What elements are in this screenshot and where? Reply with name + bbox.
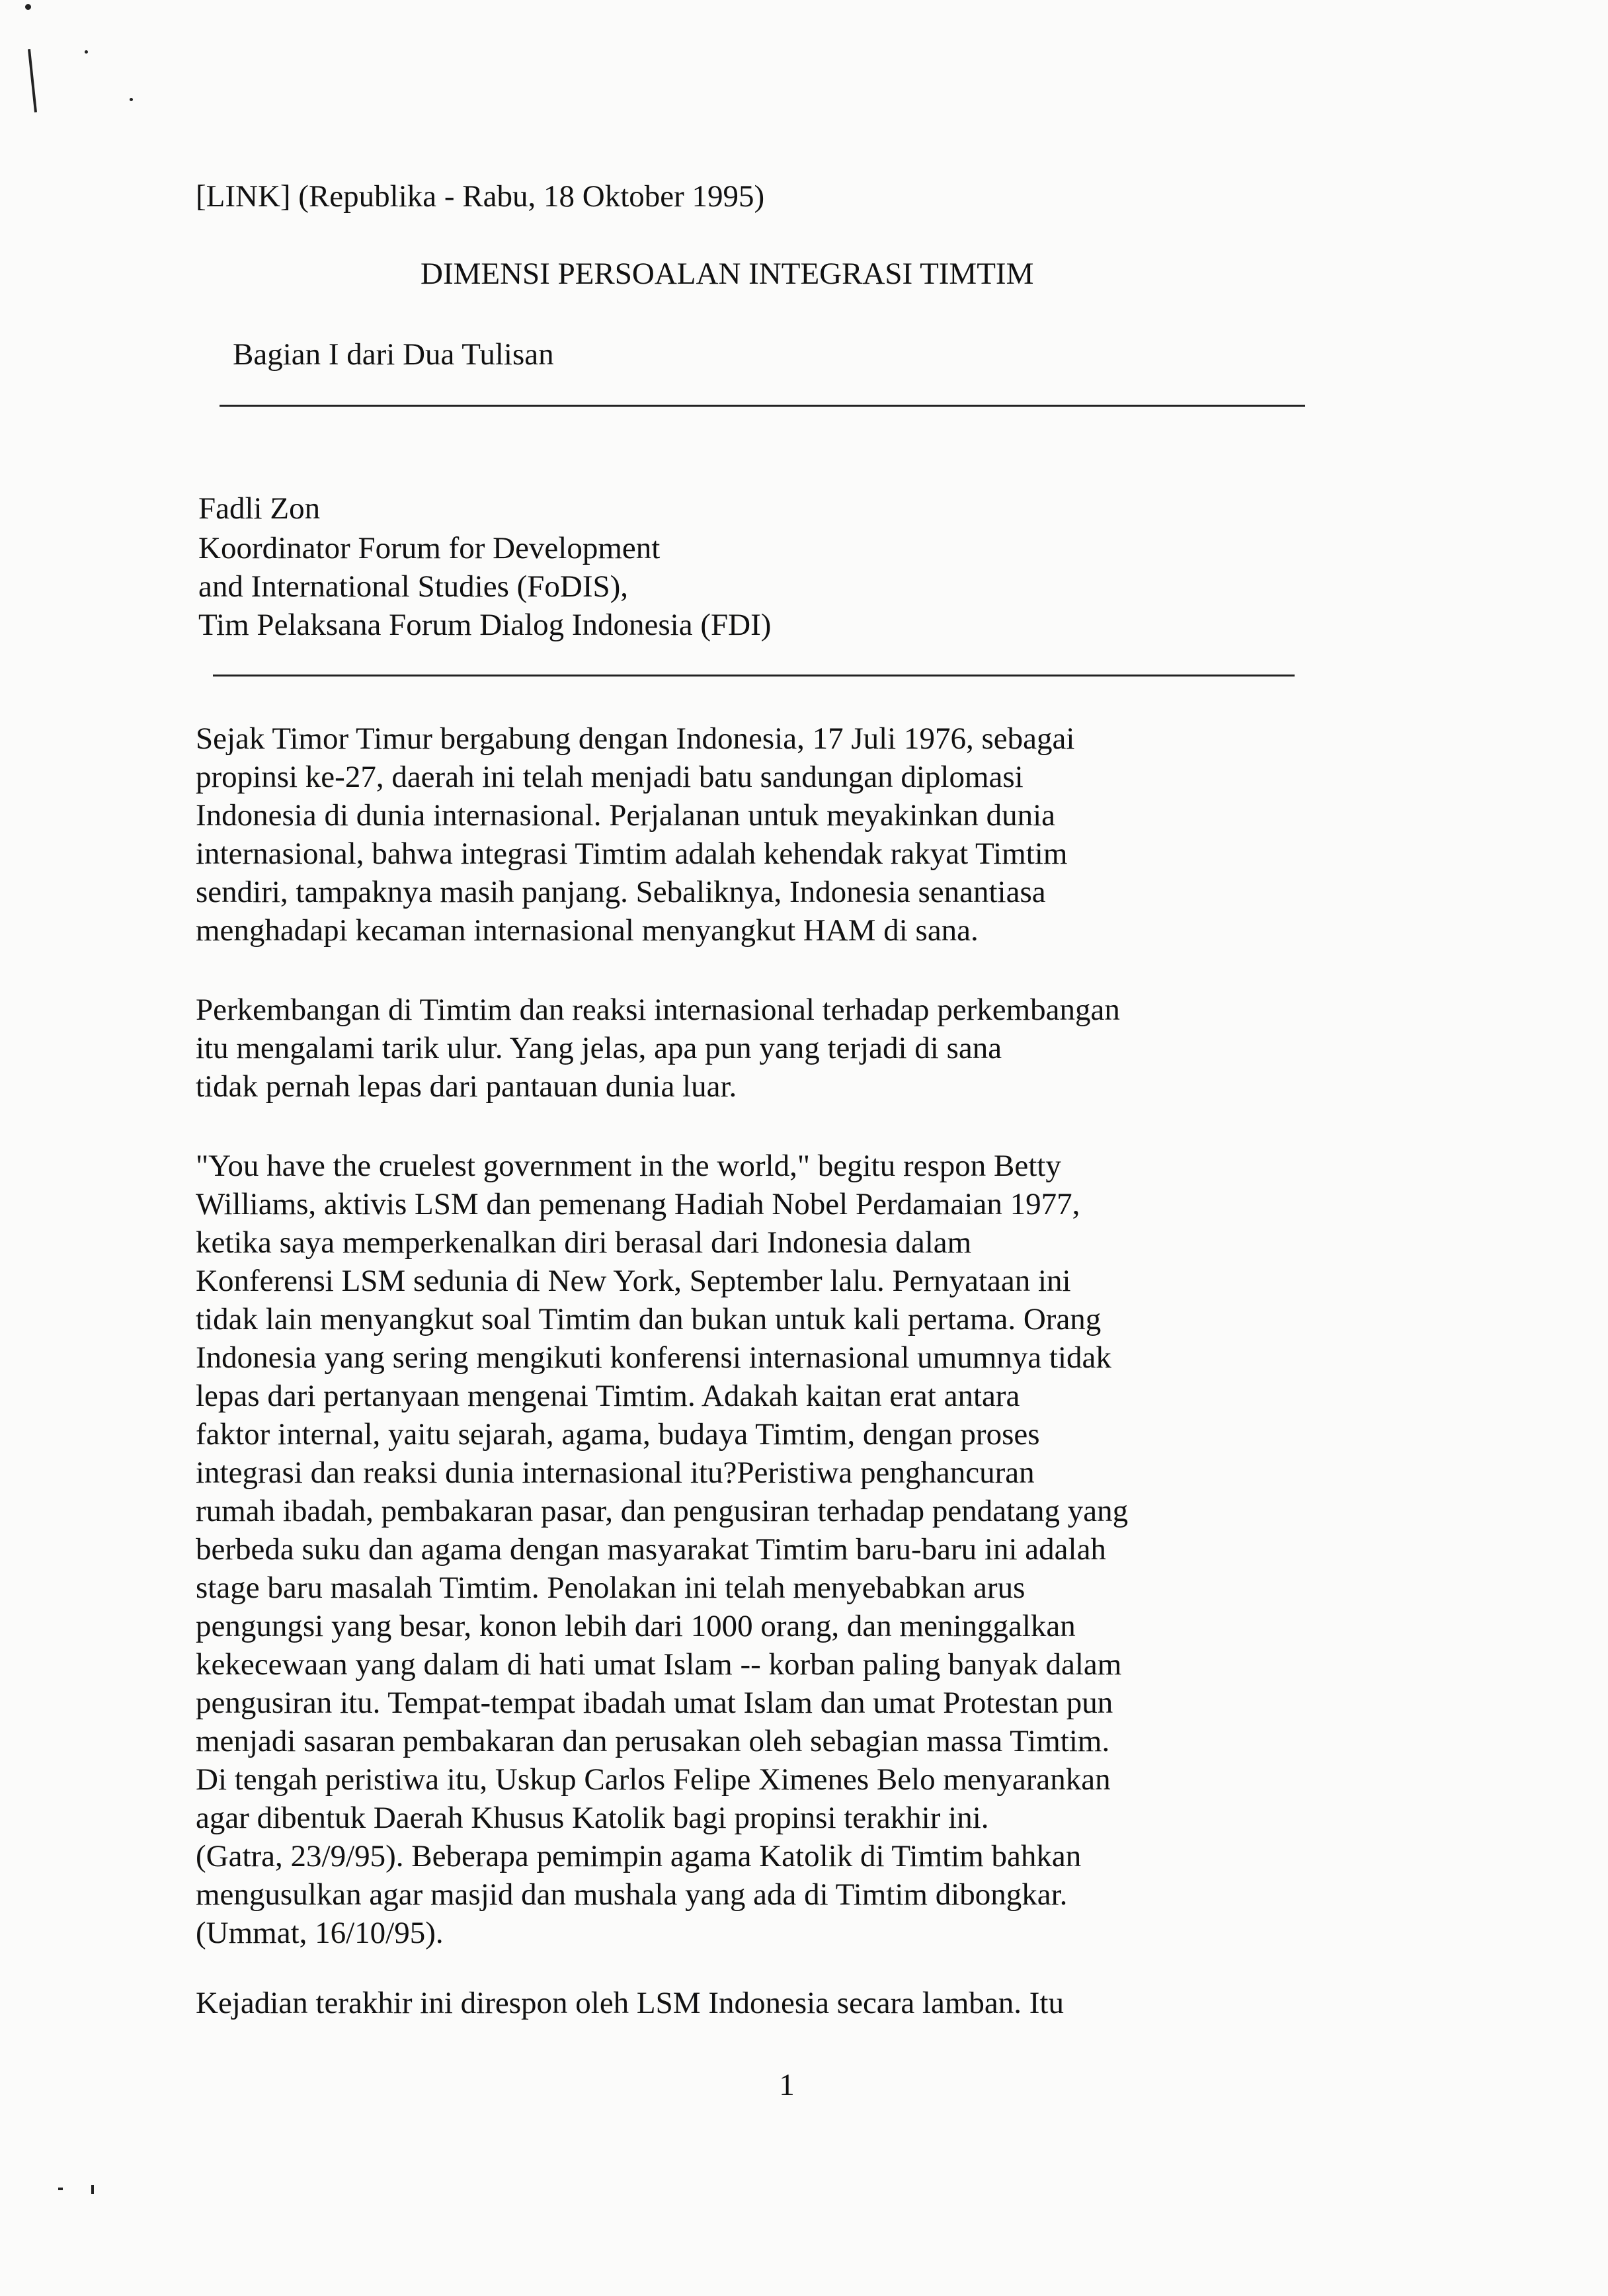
article-subtitle: Bagian I dari Dua Tulisan <box>233 337 554 372</box>
text-line: stage baru masalah Timtim. Penolakan ini telah menyebabkan arus <box>196 1571 1025 1605</box>
text-line: Indonesia yang sering mengikuti konferensi internasional umumnya tidak <box>196 1340 1111 1375</box>
divider-rule-bottom <box>213 675 1295 676</box>
page-number: 1 <box>779 2068 795 2102</box>
text-line: Konferensi LSM sedunia di New York, September lalu. Pernyataan ini <box>196 1264 1071 1298</box>
body-paragraph <box>196 719 1074 950</box>
text-line: internasional, bahwa integrasi Timtim adalah kehendak rakyat Timtim <box>196 837 1068 871</box>
text-line: Kejadian terakhir ini direspon oleh LSM Indonesia secara lamban. Itu <box>196 1986 1064 2020</box>
divider-rule-top <box>220 405 1305 407</box>
author-role-line: Koordinator Forum for Development <box>198 531 661 565</box>
text-line: Williams, aktivis LSM dan pemenang Hadiah Nobel Perdamaian 1977, <box>196 1187 1080 1221</box>
text-line: ketika saya memperkenalkan diri berasal dari Indonesia dalam <box>196 1225 972 1260</box>
text-line: menjadi sasaran pembakaran dan perusakan oleh sebagian massa Timtim. <box>196 1724 1110 1758</box>
text-line: (Gatra, 23/9/95). Beberapa pemimpin agama Katolik di Timtim bahkan <box>196 1839 1082 1873</box>
body-paragraph <box>196 1984 1064 2022</box>
text-line: Perkembangan di Timtim dan reaksi internasional terhadap perkembangan <box>196 993 1120 1027</box>
scan-speck <box>58 2188 63 2190</box>
text-line: itu mengalami tarik ulur. Yang jelas, apa pun yang terjadi di sana <box>196 1031 1002 1065</box>
article-title: DIMENSI PERSOALAN INTEGRASI TIMTIM <box>421 257 1034 291</box>
text-line: berbeda suku dan agama dengan masyarakat Timtim baru-baru ini adalah <box>196 1532 1106 1567</box>
scan-speck <box>130 98 133 101</box>
text-line: mengusulkan agar masjid dan mushala yang ada di Timtim dibongkar. <box>196 1877 1068 1912</box>
scan-speck <box>25 4 31 10</box>
author-name: Fadli Zon <box>198 491 321 526</box>
author-role-line: and International Studies (FoDIS), <box>198 569 629 604</box>
source-line: [LINK] (Republika - Rabu, 18 Oktober 1995) <box>196 179 765 214</box>
text-line: rumah ibadah, pembakaran pasar, dan pengusiran terhadap pendatang yang <box>196 1494 1129 1528</box>
body-paragraph <box>196 991 1120 1106</box>
text-line: pengusiran itu. Tempat-tempat ibadah umat Islam dan umat Protestan pun <box>196 1686 1113 1720</box>
body-paragraph <box>196 1147 1128 1952</box>
scan-mark <box>28 49 37 112</box>
text-line: lepas dari pertanyaan mengenai Timtim. Adakah kaitan erat antara <box>196 1379 1020 1413</box>
text-line: (Ummat, 16/10/95). <box>196 1916 444 1950</box>
text-line: Indonesia di dunia internasional. Perjalanan untuk meyakinkan dunia <box>196 798 1055 833</box>
text-line: agar dibentuk Daerah Khusus Katolik bagi propinsi terakhir ini. <box>196 1801 989 1835</box>
text-line: propinsi ke-27, daerah ini telah menjadi batu sandungan diplomasi <box>196 760 1024 794</box>
text-line: pengungsi yang besar, konon lebih dari 1000 orang, dan meninggalkan <box>196 1609 1076 1643</box>
text-line: "You have the cruelest government in the world," begitu respon Betty <box>196 1149 1061 1183</box>
text-line: Di tengah peristiwa itu, Uskup Carlos Felipe Ximenes Belo menyarankan <box>196 1762 1111 1797</box>
text-line: kekecewaan yang dalam di hati umat Islam -- korban paling banyak dalam <box>196 1647 1122 1682</box>
text-line: Sejak Timor Timur bergabung dengan Indonesia, 17 Juli 1976, sebagai <box>196 721 1075 756</box>
scan-speck <box>85 50 88 54</box>
scan-speck <box>91 2185 94 2194</box>
text-line: integrasi dan reaksi dunia internasional itu?Peristiwa penghancuran <box>196 1456 1035 1490</box>
text-line: tidak lain menyangkut soal Timtim dan bukan untuk kali pertama. Orang <box>196 1302 1102 1336</box>
text-line: menghadapi kecaman internasional menyangkut HAM di sana. <box>196 913 979 948</box>
text-line: tidak pernah lepas dari pantauan dunia luar. <box>196 1069 737 1104</box>
text-line: sendiri, tampaknya masih panjang. Sebaliknya, Indonesia senantiasa <box>196 875 1046 909</box>
author-role-line: Tim Pelaksana Forum Dialog Indonesia (FDI) <box>198 608 772 642</box>
text-line: faktor internal, yaitu sejarah, agama, budaya Timtim, dengan proses <box>196 1417 1040 1452</box>
